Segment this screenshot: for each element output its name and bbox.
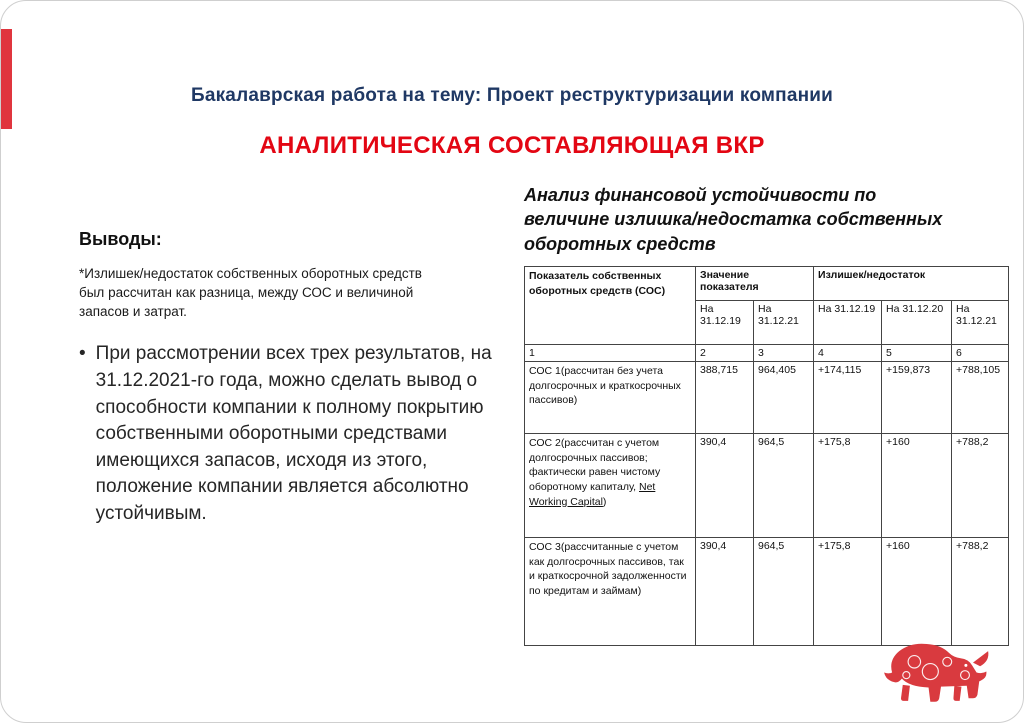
conclusion-bullet-item bbox=[79, 341, 503, 527]
table-cell: +788,2 bbox=[952, 433, 1009, 537]
table-subheader-date: На 31.12.21 bbox=[754, 300, 814, 344]
conclusions-section bbox=[79, 229, 509, 528]
table-index-cell: 3 bbox=[754, 344, 814, 361]
table-cell: 390,4 bbox=[696, 433, 754, 537]
net-working-capital-link[interactable]: Net Working Capital bbox=[529, 480, 656, 508]
table-cell: +160 bbox=[882, 537, 952, 645]
table-heading: Анализ финансовой устойчивости по величине излишка/недостатка собственных оборотных средств bbox=[524, 185, 943, 254]
table-header-indicator: Показатель собственных оборотных средств (СОС) bbox=[525, 266, 696, 344]
rhino-logo-icon bbox=[875, 636, 1007, 716]
red-accent-bar bbox=[1, 29, 12, 129]
table-group-header-row bbox=[525, 266, 1009, 300]
table-row-label: СОС 3(рассчитанные с учетом как долгосрочных пассивов, так и краткосрочной задолженности по кредитам и займам) bbox=[525, 537, 696, 645]
label-text: СОС 2(рассчитан с учетом долгосрочных пассивов; фактически равен чистому оборотному капиталу, bbox=[529, 436, 661, 493]
table-subheader-date: На 31.12.19 bbox=[696, 300, 754, 344]
table-cell: +175,8 bbox=[814, 537, 882, 645]
slide-subtitle: АНАЛИТИЧЕСКАЯ СОСТАВЛЯЮЩАЯ ВКР bbox=[259, 132, 765, 159]
slide-title: Бакалаврская работа на тему: Проект реструктуризации компании bbox=[190, 85, 834, 106]
bullet-marker: • bbox=[79, 343, 86, 365]
table-subheader-date: На 31.12.19 bbox=[814, 300, 882, 344]
table-cell: +175,8 bbox=[814, 433, 882, 537]
label-suffix: ) bbox=[602, 495, 607, 508]
table-index-cell: 1 bbox=[525, 344, 696, 361]
table-index-row bbox=[525, 344, 1009, 361]
table-cell: 964,5 bbox=[754, 433, 814, 537]
table-index-cell: 6 bbox=[952, 344, 1009, 361]
table-row-label bbox=[525, 433, 696, 537]
table-cell: +788,2 bbox=[952, 537, 1009, 645]
table-cell: 388,715 bbox=[696, 361, 754, 433]
table-cell: +788,105 bbox=[952, 361, 1009, 433]
table-row-sos1 bbox=[525, 361, 1009, 433]
analysis-section bbox=[524, 183, 1008, 646]
table-cell: +174,115 bbox=[814, 361, 882, 433]
table-subheader-date: На 31.12.21 bbox=[952, 300, 1009, 344]
table-row-label: СОС 1(рассчитан без учета долгосрочных и краткосрочных пассивов) bbox=[525, 361, 696, 433]
table-cell: 964,5 bbox=[754, 537, 814, 645]
table-cell: 964,405 bbox=[754, 361, 814, 433]
table-index-cell: 5 bbox=[882, 344, 952, 361]
financial-stability-table bbox=[524, 266, 1009, 646]
table-subheader-date: На 31.12.20 bbox=[882, 300, 952, 344]
table-index-cell: 2 bbox=[696, 344, 754, 361]
table-row-sos2 bbox=[525, 433, 1009, 537]
table-index-cell: 4 bbox=[814, 344, 882, 361]
conclusions-note: *Излишек/недостаток собственных оборотных средств был рассчитан как разница, между СОС и величиной запасов и затрат. bbox=[79, 266, 422, 320]
table-header-surplus-group: Излишек/недостаток bbox=[814, 266, 1009, 300]
table-cell: 390,4 bbox=[696, 537, 754, 645]
conclusion-bullet-text: При рассмотрении всех трех результатов, на 31.12.2021-го года, можно сделать вывод о способности компании к полному покрытию собственными оборотными средствами имеющихся запасов, исходя из этого, положение компании является абсолютно устойчивым. bbox=[95, 343, 492, 525]
table-header-value-group: Значение показателя bbox=[696, 266, 814, 300]
table-cell: +159,873 bbox=[882, 361, 952, 433]
conclusions-heading: Выводы: bbox=[79, 229, 162, 249]
table-cell: +160 bbox=[882, 433, 952, 537]
table-row-sos3 bbox=[525, 537, 1009, 645]
